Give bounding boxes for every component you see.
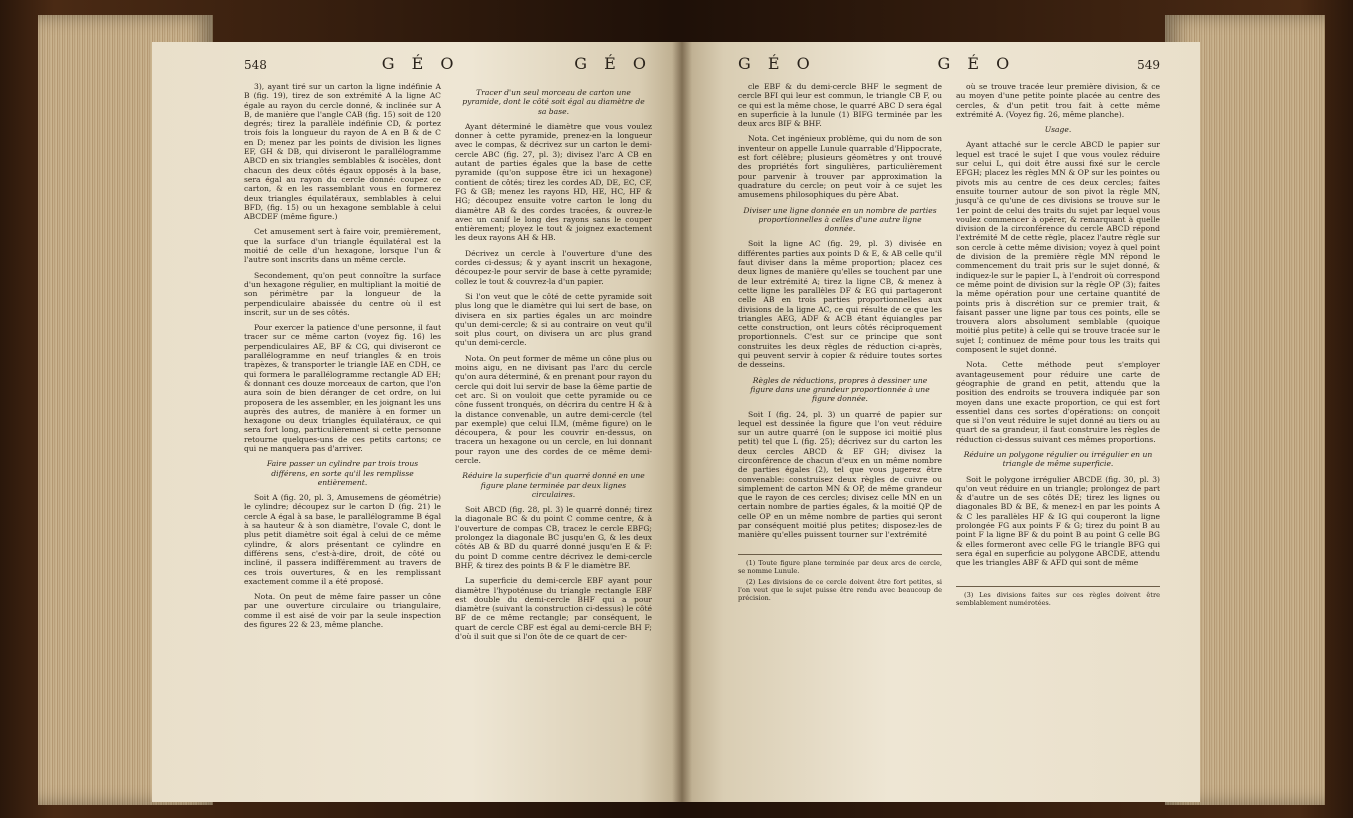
footnotes (956, 586, 1160, 607)
paragraph: 3), ayant tiré sur un carton la ligne indéfinie A B (fig. 19), tirez de son extrémité A la ligne AC égale au rayon du cercle donné, & inclinée sur A B, de manière que l'angle CAB (fig. 15) soit de 120 degrés; tirez la parallèle indéfinie CD, & portez trois fois la longueur du rayon de A en B & de C en D; menez par les points de division les lignes EF, GH & DB, qui diviseront le parallélogramme ABCD en six triangles semblables & isocèles, dont chacun des deux côtés égaux opposés à la base, sera égal au rayon du cercle donné: coupez ce carton, & en les rassemblant vous en formerez deux triangles équilatéraux, semblables à celui BFD, (fig. 15) ou un hexagone semblable à celui ABCDEF (même figure.) (244, 82, 441, 222)
footnote: (1) Toute figure plane terminée par deux arcs de cercle, se nomme Lunule. (738, 558, 942, 575)
running-head: G É O (738, 54, 816, 73)
paragraph: Cet amusement sert à faire voir, premièrement, que la surface d'un triangle équilatéral est la moitié de celle d'un hexagone, lorsque l'un & l'autre sont inscrits dans un même cercle. (244, 227, 441, 265)
page-number: 549 (1137, 58, 1160, 72)
paragraph: Secondement, qu'on peut connoître la surface d'un hexagone régulier, en multipliant la moitié de son périmètre par la longueur de la perpendiculaire abaissée du centre où il est inscrit, sur un de ses côtés. (244, 270, 441, 317)
right-page (682, 42, 1200, 802)
section-title: Diviser une ligne donnée en un nombre de parties proportionnelles à celles d'une autre ligne donnée. (743, 205, 937, 234)
paragraph: Décrivez un cercle à l'ouverture d'une des cordes ci-dessus; & y ayant inscrit un hexagone, découpez-le pour servir de base à cette pyramide; collez le tout & couvrez-la d'un papier. (455, 248, 652, 286)
book-gutter (672, 42, 692, 802)
section-title: Tracer d'un seul morceau de carton une pyramide, dont le côté soit égal au diamètre de sa base. (462, 88, 645, 116)
paragraph: Nota. Cet ingénieux problème, qui du nom de son inventeur on appelle Lunule quarrable d'Hippocrate, est fort célèbre; plusieurs géomètres y ont trouvé des propriétés fort singulières, particulièrement pour parvenir à trouver par approximation la quadrature du cercle; on peut voir à ce sujet les amusemens philosophiques du père Abat. (738, 134, 942, 200)
paragraph: Si l'on veut que le côté de cette pyramide soit plus long que le diamètre qui lui sert de base, on divisera en six parties égales un arc moindre qu'un demi-cercle; & si au contraire on veut qu'il soit plus court, on divisera un arc plus grand qu'un demi-cercle. (455, 291, 652, 348)
footnotes (738, 554, 942, 602)
paragraph: Ayant déterminé le diamètre que vous voulez donner à cette pyramide, prenez-en la longueur avec le compas, & décrivez sur un carton le demi-cercle ABC (fig. 27, pl. 3); divisez l'arc A CB en autant de parties égales que la base de cette pyramide (qu'on suppose être ici un hexagone) contient de côtés; tirez les cordes AD, DE, EC, CF, FG & GB; menez les rayons HD, HE, HC, HF & HG; découpez ensuite votre carton le long du diamètre AB & des cordes tracées, & ouvrez-le avec un canif le long des rayons sans le couper entièrement; ployez le tout & joignez exactement les deux rayons AH & HB. (455, 121, 652, 243)
paragraph: Nota. Cette méthode peut s'employer avantageusement pour réduire une carte de géographie de grand en petit, attendu que la position des endroits se trouvera indiquée par son moyen dans une exacte proportion, ce qui est fort essentiel dans ces sortes d'opérations: on conçoit que si l'on veut réduire le sujet donné au tiers ou au quart de sa grandeur, il faut construire les règles de réduction ci-dessus suivant ces mêmes proportions. (956, 360, 1160, 444)
left-page-header (244, 54, 652, 76)
right-page-column-2 (956, 82, 1160, 610)
running-head: G É O (937, 54, 1016, 73)
footnote: (2) Les divisions de ce cercle doivent être fort petites, si l'on veut que le sujet puisse être rendu avec beaucoup de précision. (738, 577, 942, 602)
section-title: Faire passer un cylindre par trois trous différens, en sorte qu'il les remplisse entièrement. (266, 459, 419, 487)
paragraph: La superficie du demi-cercle EBF ayant pour diamètre l'hypoténuse du triangle rectangle EBF est double du demi-cercle BHF qui a pour diamètre (suivant la construction ci-dessus) le côté BF de ce même rectangle; par conséquent, le quart de cercle CBF est égal au demi-cercle BH F; d'où il suit que si l'on ôte de ce quart de cer- (455, 576, 652, 642)
paragraph: cle EBF & du demi-cercle BHF le segment de cercle BFI qui leur est commun, le triangle CB F, ou ce qui est la même chose, le quarré ABC D sera égal en superficie à la lunule (1) BIFG terminée par les deux arcs BIF & BHF. (738, 82, 942, 129)
paragraph: Pour exercer la patience d'une personne, il faut tracer sur ce même carton (voyez fig. 16) les perpendiculaires AE, BF & CG, qui diviseront ce parallélogramme en neuf triangles & en trois trapèzes, & transporter le triangle IAE en CDH, ce qui formera le parallélogramme rectangle AD EH; & donnant ces douze morceaux de carton, que l'on aura soin de bien déranger de cet ordre, on lui proposera de les assembler, en les joignant les uns auprès des autres, de manière à en former un hexagone ou deux triangles équilatéraux, ce qui sera fort long, particulièrement si cette personne retourne quelques-uns de ces petits cartons; ce qui ne manquera pas d'arriver. (244, 323, 441, 453)
section-title: Réduire la superficie d'un quarré donné en une figure plane terminée par deux lignes circulaires. (462, 471, 645, 499)
right-page-header (738, 54, 1160, 76)
left-page (152, 42, 682, 802)
paragraph: où se trouve tracée leur première division, & ce au moyen d'une petite pointe placée au centre des cercles, & d'un petit trou fait à cette même extrémité A. (Voyez fig. 26, même planche). (956, 82, 1160, 119)
running-head: G É O (381, 54, 460, 73)
section-title: Règles de réductions, propres à dessiner une figure dans une grandeur proportionnée à une figure donnée. (750, 375, 930, 404)
paragraph: Soit la ligne AC (fig. 29, pl. 3) divisée en différentes parties aux points D & E, & AB celle qu'il faut diviser dans la même proportion; placez ces deux lignes de manière qu'elles se touchent par une de leur extrémité A; tirez la ligne CB, & menez à cette ligne les parallèles DF & EG qui partageront celle AB en trois parties proportionnelles aux divisions de la ligne AC, ce qui résulte de ce que les triangles AEG, ADF & ACB étant équiangles par cette construction, ont leurs côtés réciproquement proportionnels. C'est sur ce principe que sont construites les deux règles de réduction ci-après, qui peuvent servir à copier & réduire toutes sortes de desseins. (738, 239, 942, 370)
running-head: G É O (574, 54, 652, 73)
paragraph: Soit A (fig. 20, pl. 3, Amusemens de géométrie) le cylindre; découpez sur le carton D (fig. 21) le cercle A égal à sa base, le parallélogramme B égal à sa hauteur & à son diamètre, l'ovale C, dont le plus petit diamètre soit égal à celui de ce même cylindre, & alors présentant ce cylindre en différens sens, c'est-à-dire, droit, de côté ou incliné, il passera indifféremment au travers de ces trois ouvertures, & en les remplissant exactement comme il a été proposé. (244, 493, 441, 586)
page-number: 548 (244, 58, 267, 72)
left-page-column-1 (244, 82, 441, 647)
paragraph: Soit le polygone irrégulier ABCDE (fig. 30, pl. 3) qu'on veut réduire en un triangle; prolongez de part & d'autre un de ses côtés DE; tirez les lignes ou diagonales BD & BE, & menez-l en par les points A & C les parallèles HF & IG qui couperont la ligne prolongée FG aux points F & G; tirez du point B au point F la ligne BF & du point B au point G celle BG & elles formeront avec celle FG le triangle BFG qui sera égal en superficie au polygone ABCDE, attendu que les triangles ABF & AFD qui sont de même (956, 474, 1160, 568)
paragraph: Soit I (fig. 24, pl. 3) un quarré de papier sur lequel est dessinée la figure que l'on veut réduire sur un autre quarré (on le suppose ici moitié plus petit) tel que L (fig. 25); décrivez sur du carton les deux cercles ABCD & EF GH; divisez la circonférence de chacun d'eux en un même nombre de parties égales (2), tel que vous jugerez être convenable: construisez deux règles de cuivre ou simplement de carton MN & OP, de même grandeur que le rayon de ces cercles; divisez celle MN en un certain nombre de parties égales, & la moitié QP de celle OP en un même nombre de parties qui seront par conséquent moitié plus petites; disposez-les de manière qu'elles puissent tourner sur l'extrémité (738, 409, 942, 540)
left-page-column-2 (455, 82, 652, 647)
section-title: Réduire un polygone régulier ou irrégulier en un triangle de même superficie. (963, 449, 1153, 469)
paragraph: Nota. On peut de même faire passer un cône par une ouverture circulaire ou triangulaire, comme il est aisé de voir par la seule inspection des figures 22 & 23, même planche. (244, 592, 441, 630)
footnote: (3) Les divisions faites sur ces règles doivent être semblablement numérotées. (956, 590, 1160, 607)
paragraph: Ayant attaché sur le cercle ABCD le papier sur lequel est tracé le sujet I que vous voulez réduire sur celui L, qui doit être aussi fixé sur le cercle EFGH; placez les règles MN & OP sur les pointes ou pivots mis au centre de ces deux cercles; faites ensuite tourner autour de son pivot la règle MN, jusqu'à ce qu'une de ces divisions se trouve sur le 1er point de celui des traits du sujet par lequel vous voulez commencer à opérer, & remarquant à quelle division de la circonférence du cercle ABCD répond l'extrémité M de cette règle, placez l'autre règle sur son cercle à cette même division; voyez à quel point de division de la première règle MN répond le commencement du trait pris sur le sujet donné, & indiquez-le sur le papier L, à l'endroit où correspond ce même point de division sur la règle OP (3); faites la même opération pour une certaine quantité de points pris à discrétion sur ce premier trait, & faisant passer une ligne par tous ces points, elle se trouvera alors absolument semblable (quoique moitié plus petite) à celle qui se trouve tracée sur le sujet I; continuez de même pour tous les traits qui composent le sujet donné. (956, 140, 1160, 355)
paragraph: Nota. On peut former de même un cône plus ou moins aigu, en ne divisant pas l'arc du cercle qu'on aura déterminé, & en prenant pour rayon du cercle qui doit lui servir de base la 6ème partie de cet arc. Si on vouloit que cette pyramide ou ce cône fussent tronqués, on décrira du centre H & à la distance convenable, un autre demi-cercle (tel par exemple) que celui ILM, (même figure) on le découpera, & pour les couvrir en-dessus, on tracera un hexagone ou un cercle, en lui donnant pour rayon une des cordes de ce même demi-cercle. (455, 353, 652, 465)
section-title: Usage. (1044, 125, 1072, 135)
paragraph: Soit ABCD (fig. 28, pl. 3) le quarré donné; tirez la diagonale BC & du point C comme centre, & à l'ouverture de compas CB, tracez le cercle EBFG; prolongez la diagonale BC jusqu'en G, & les deux côtés AB & BD du quarré donné jusqu'en E & F: du point D comme centre décrivez le demi-cercle BHF, & tirez des points B & F le diamètre BF. (455, 505, 652, 570)
right-page-column-1 (738, 82, 942, 610)
